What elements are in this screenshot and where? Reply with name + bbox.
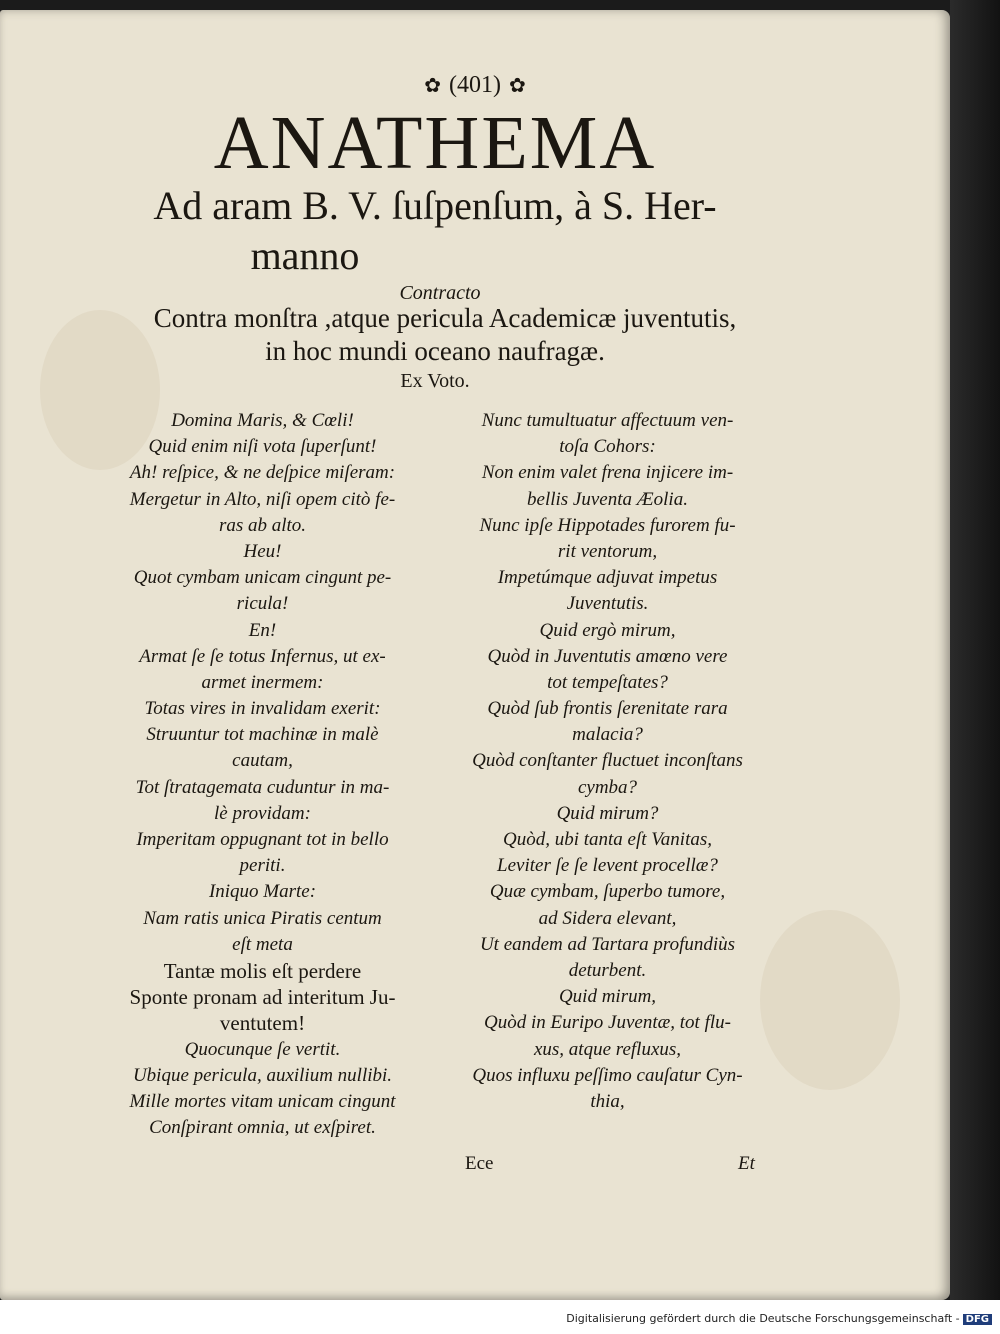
verse-line: Quid enim niſi vota ſuperſunt!: [148, 436, 377, 458]
verse-line: Juventutis.: [566, 593, 649, 615]
verse-line: Iniquo Marte:: [208, 881, 317, 903]
verse-line: ricula!: [236, 593, 289, 615]
left-column: [90, 408, 435, 1141]
verse-line: bellis Juventa Æolia.: [527, 488, 688, 510]
verse-line: En!: [248, 619, 277, 641]
ornament-left-icon: ✿: [424, 75, 441, 97]
verse-line: Quòd ſub frontis ſerenitate rara: [487, 698, 728, 720]
verse-line: ras ab alto.: [218, 514, 307, 536]
verse-line: ventutem!: [219, 1011, 306, 1036]
verse-line: lè providam:: [214, 802, 311, 824]
verse-line: Quæ cymbam, ſuperbo tumore,: [489, 881, 726, 903]
dedication-line-2: in hoc mundi oceano naufragæ.: [265, 336, 605, 366]
verse-line: xus, atque refluxus,: [533, 1038, 682, 1060]
page-title: ANATHEMA: [213, 101, 657, 185]
verse-line: Impetúmque adjuvat impetus: [497, 567, 718, 589]
verse-line: Quocunque ſe vertit.: [184, 1038, 341, 1060]
verse-line: Tot ſtratagemata cuduntur in ma-: [135, 776, 390, 798]
verse-line: Non enim valet frena injicere im-: [481, 462, 734, 484]
verse-line: Quid mirum?: [556, 802, 659, 824]
ex-voto: Ex Voto.: [400, 370, 470, 392]
verse-line: Quid ergò mirum,: [539, 619, 676, 641]
dedication-line-1: Contra monſtra ,atque pericula Academicæ juventutis,: [153, 303, 737, 333]
verse-line: tot tempeſtates?: [547, 671, 668, 693]
catchword: Et: [738, 1153, 755, 1174]
verse-line: Armat ſe ſe totus Infernus, ut ex-: [139, 645, 386, 667]
verse-line: deturbent.: [568, 959, 647, 981]
digitization-credit: [566, 1312, 992, 1325]
verse-line: Quòd conſtanter fluctuet inconſtans: [472, 750, 743, 772]
verse-line: ad Sidera elevant,: [538, 907, 677, 929]
verse-line: thia,: [590, 1090, 625, 1112]
verse-line: Quòd in Euripo Juventæ, tot flu-: [484, 1012, 731, 1034]
verse-line: Nam ratis unica Piratis centum: [143, 907, 382, 929]
verse-line: toſa Cohors:: [559, 436, 656, 458]
signature-mark: Ece: [465, 1153, 494, 1174]
verse-line: Quot cymbam unicam cingunt pe-: [133, 567, 392, 589]
subtitle-line-2: manno: [250, 233, 360, 278]
verse-line: periti.: [239, 855, 286, 877]
dfg-logo: DFG: [963, 1314, 992, 1325]
verse-line: Nunc tumultuatur affectuum ven-: [481, 410, 734, 431]
right-column: [435, 408, 780, 1115]
verse-line: Sponte pronam ad interitum Ju-: [129, 985, 396, 1010]
verse-line: eſt meta: [232, 933, 293, 955]
verse-line: Domina Maris, & Cœli!: [171, 410, 354, 431]
verse-line: Quos influxu peſſimo cauſatur Cyn-: [472, 1064, 743, 1086]
verse-line: cymba?: [577, 776, 638, 798]
verse-line: Quid mirum,: [558, 986, 657, 1008]
verse-line: Heu!: [243, 540, 282, 562]
verse-line: Quòd, ubi tanta eſt Vanitas,: [503, 829, 712, 850]
verse-line: malacia?: [572, 724, 643, 746]
subtitle-contracto: Contracto: [399, 282, 481, 304]
subtitle-line-1: Ad aram B. V. ſuſpenſum, à S. Her-: [153, 183, 717, 228]
verse-line: Imperitam oppugnant tot in bello: [136, 829, 389, 850]
ornament-right-icon: ✿: [508, 75, 526, 97]
verse-line: Ubique pericula, auxilium nullibi.: [132, 1064, 393, 1086]
credit-text: Digitalisierung gefördert durch die Deutsche Forschungsgemeinschaft -: [566, 1312, 960, 1325]
verse-line: Nunc ipſe Hippotades furorem fu-: [479, 514, 736, 536]
verse-line: Quòd in Juventutis amœno vere: [487, 645, 728, 667]
page-number-line: [0, 72, 950, 99]
verse-line: Ut eandem ad Tartara profundiùs: [479, 933, 736, 955]
verse-line: armet inermem:: [201, 671, 324, 693]
page-number: (401): [449, 72, 501, 98]
book-edge: [950, 0, 1000, 1310]
verse-line: cautam,: [232, 750, 293, 772]
verse-line: Struuntur tot machinæ in malè: [146, 724, 379, 746]
verse-line: rit ventorum,: [557, 540, 658, 562]
verse-line: Mille mortes vitam unicam cingunt: [129, 1090, 396, 1112]
paper-stain: [760, 910, 900, 1090]
verse-line: Mergetur in Alto, niſi opem citò fe-: [129, 488, 396, 510]
verse-line: Leviter ſe ſe levent procellæ?: [497, 855, 718, 877]
verse-line: Tantæ molis eſt perdere: [163, 958, 362, 983]
verse-line: Totas vires in invalidam exerit:: [144, 698, 381, 720]
verse-line: Ah! reſpice, & ne deſpice miſeram:: [129, 462, 396, 484]
verse-line: Conſpirant omnia, ut exſpiret.: [149, 1117, 376, 1139]
